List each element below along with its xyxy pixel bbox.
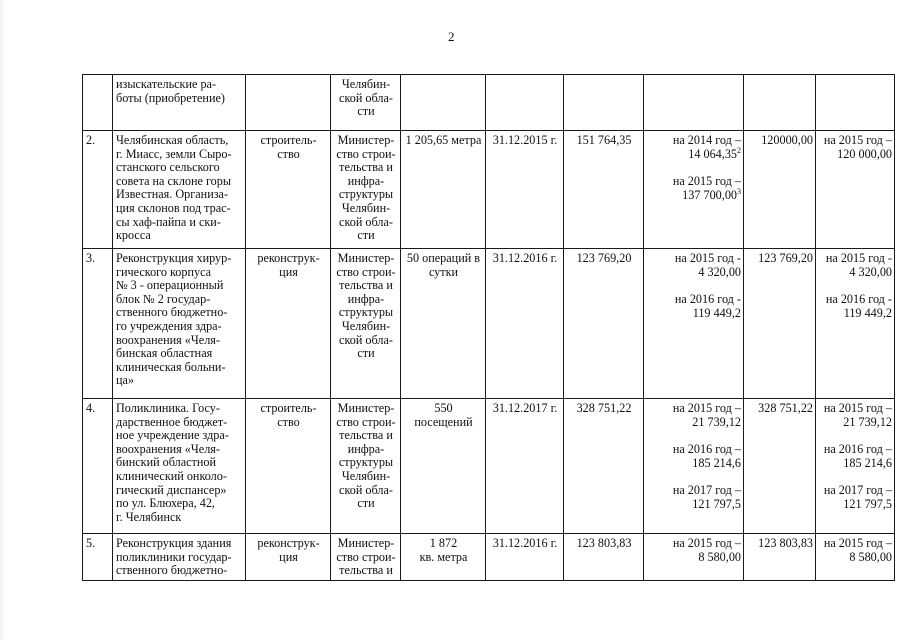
customer-cell: Министер- ство строи- тельства и	[331, 534, 401, 581]
limit-entry-text: на 2016 год – 185 214,6	[823, 442, 892, 470]
construction-type-cell: реконструк- ция	[246, 249, 331, 399]
financing-entry	[647, 134, 741, 161]
object-name-cell: изыскательские ра- боты (приобретение)	[113, 75, 246, 131]
financing-by-year-cell	[644, 399, 744, 534]
financing-entry	[647, 293, 741, 320]
limit-entry	[819, 443, 892, 470]
page-number: 2	[448, 29, 455, 44]
financing-entry-text: на 2015 год – 137 700,00	[672, 174, 741, 202]
table-row	[83, 534, 895, 581]
completion-date-cell: 31.12.2016 г.	[486, 249, 564, 399]
object-name-cell: Реконструкция хирур- гического корпуса № 3 - операционный блок № 2 государ- ственного бюджетно- го учреждения здра- воохранения «Челя- бинская областная клиническая больни- ца»	[113, 249, 246, 399]
financing-entry	[647, 537, 741, 564]
limit-entry	[819, 484, 892, 511]
financing-entry-text: на 2017 год – 121 797,5	[672, 483, 741, 511]
estimated-cost-cell: 328 751,22	[564, 399, 644, 534]
construction-type-cell: реконструк- ция	[246, 534, 331, 581]
financing-entry-text: на 2015 год - 4 320,00	[674, 251, 741, 279]
limit-by-year-cell	[816, 131, 895, 249]
limit-entry-text: на 2015 год - 4 320,00	[825, 251, 892, 279]
row-number-cell: 3.	[83, 249, 113, 399]
object-name-cell: Реконструкция здания поликлиники государ- ственного бюджетно-	[113, 534, 246, 581]
financing-entry	[647, 443, 741, 470]
limit-by-year-cell	[816, 75, 895, 131]
limit-entry	[819, 402, 892, 429]
completion-date-cell: 31.12.2017 г.	[486, 399, 564, 534]
financing-entry-text: на 2016 год – 185 214,6	[672, 442, 741, 470]
table-row	[83, 399, 895, 534]
construction-type-cell	[246, 75, 331, 131]
capacity-cell: 1 872 кв. метра	[401, 534, 486, 581]
limit-entry-text: на 2016 год - 119 449,2	[825, 292, 892, 320]
limit-by-year-cell	[816, 249, 895, 399]
budget-limit-cell: 120000,00	[744, 131, 816, 249]
customer-cell: Министер- ство строи- тельства и инфра- структуры Челябин- ской обла- сти	[331, 399, 401, 534]
construction-type-cell: строитель- ство	[246, 131, 331, 249]
financing-by-year-cell	[644, 75, 744, 131]
financing-entry	[647, 252, 741, 279]
table-row	[83, 249, 895, 399]
estimated-cost-cell: 123 803,83	[564, 534, 644, 581]
scan-edge-shadow	[0, 0, 6, 640]
customer-cell: Министер- ство строи- тельства и инфра- структуры Челябин- ской обла- сти	[331, 131, 401, 249]
footnote-marker: 2	[737, 145, 741, 155]
estimated-cost-cell: 123 769,20	[564, 249, 644, 399]
financing-by-year-cell	[644, 249, 744, 399]
completion-date-cell	[486, 75, 564, 131]
capacity-cell: 1 205,65 метра	[401, 131, 486, 249]
financing-entry-text: на 2015 год – 8 580,00	[672, 536, 741, 564]
limit-by-year-cell	[816, 534, 895, 581]
limit-entry-text: на 2015 год – 21 739,12	[823, 401, 892, 429]
capacity-cell	[401, 75, 486, 131]
table-row	[83, 75, 895, 131]
table-body	[83, 75, 895, 581]
row-number-cell: 2.	[83, 131, 113, 249]
footnote-marker: 3	[737, 186, 741, 196]
completion-date-cell: 31.12.2015 г.	[486, 131, 564, 249]
financing-entry	[647, 175, 741, 202]
limit-entry-text: на 2017 год – 121 797,5	[823, 483, 892, 511]
budget-limit-cell: 123 769,20	[744, 249, 816, 399]
table-row	[83, 131, 895, 249]
limit-entry	[819, 134, 892, 161]
object-name-cell: Поликлиника. Госу- дарственное бюджет- ное учреждение здра- воохранения «Челя- бинский областной клинический онколо- гический диспансер» по ул. Блюхера, 42, г. Челябинск	[113, 399, 246, 534]
customer-cell: Министер- ство строи- тельства и инфра- структуры Челябин- ской обла- сти	[331, 249, 401, 399]
customer-cell: Челябин- ской обла- сти	[331, 75, 401, 131]
financing-entry	[647, 402, 741, 429]
limit-entry	[819, 537, 892, 564]
budget-limit-cell: 328 751,22	[744, 399, 816, 534]
estimated-cost-cell	[564, 75, 644, 131]
limit-by-year-cell	[816, 399, 895, 534]
limit-entry-text: на 2015 год – 8 580,00	[823, 536, 892, 564]
completion-date-cell: 31.12.2016 г.	[486, 534, 564, 581]
row-number-cell: 4.	[83, 399, 113, 534]
financing-entry-text: на 2016 год - 119 449,2	[674, 292, 741, 320]
limit-entry	[819, 293, 892, 320]
construction-type-cell: строитель- ство	[246, 399, 331, 534]
row-number-cell: 5.	[83, 534, 113, 581]
financing-by-year-cell	[644, 534, 744, 581]
objects-table	[82, 74, 895, 581]
limit-entry-text: на 2015 год – 120 000,00	[823, 133, 892, 161]
row-number-cell	[83, 75, 113, 131]
limit-entry	[819, 252, 892, 279]
financing-by-year-cell	[644, 131, 744, 249]
financing-entry-text: на 2014 год – 14 064,35	[672, 133, 741, 161]
capacity-cell: 50 операций в сутки	[401, 249, 486, 399]
budget-limit-cell: 123 803,83	[744, 534, 816, 581]
financing-entry	[647, 484, 741, 511]
estimated-cost-cell: 151 764,35	[564, 131, 644, 249]
capacity-cell: 550 посещений	[401, 399, 486, 534]
financing-entry-text: на 2015 год – 21 739,12	[672, 401, 741, 429]
object-name-cell: Челябинская область, г. Миасс, земли Сыро- станского сельского совета на склоне горы Известная. Организа- ция склонов под трас- сы хаф-пайпа и ски- кросса	[113, 131, 246, 249]
budget-limit-cell	[744, 75, 816, 131]
